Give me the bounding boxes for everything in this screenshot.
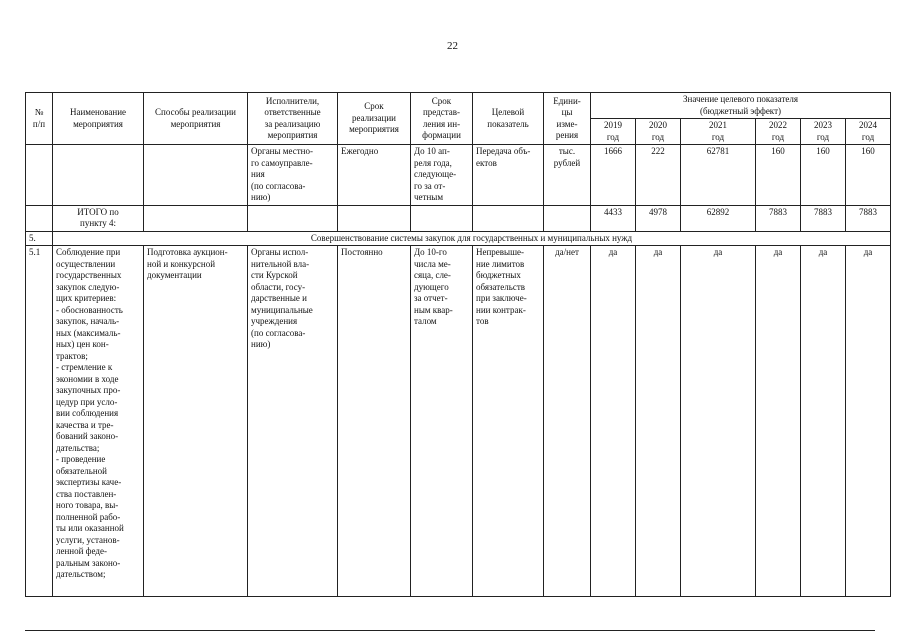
cell-report-term: До 10-го числа ме- сяца, сле- дующего за отчет- ным квар- талом (411, 246, 473, 597)
cell-term: Постоянно (338, 246, 411, 597)
total-value: 7883 (801, 205, 846, 231)
cell-value: да (801, 246, 846, 597)
cell-value: 160 (846, 145, 891, 206)
header-units: Едини- цы изме- рения (544, 93, 591, 145)
cell-report-term (411, 205, 473, 231)
cell-target (473, 205, 544, 231)
cell-report-term: До 10 ап- реля года, следующе- го за от- четным (411, 145, 473, 206)
cell-num: 5.1 (26, 246, 53, 597)
cell-units (544, 205, 591, 231)
cell-num (26, 145, 53, 206)
header-name: Наименование мероприятия (53, 93, 144, 145)
total-value: 7883 (846, 205, 891, 231)
table-row (26, 145, 891, 206)
page-number: 22 (447, 40, 458, 52)
cell-value: да (681, 246, 756, 597)
cell-value: да (756, 246, 801, 597)
header-year: 2023 год (801, 119, 846, 145)
total-label: ИТОГО по пункту 4: (53, 205, 144, 231)
measures-table (25, 92, 891, 597)
cell-executors (248, 205, 338, 231)
cell-value: да (636, 246, 681, 597)
section-title: Совершенствование системы закупок для государственных и муниципальных нужд (53, 231, 891, 246)
cell-value: 62781 (681, 145, 756, 206)
cell-methods (144, 205, 248, 231)
cell-executors: Органы испол- нительной вла- сти Курской области, госу- дарственные и муниципальные учреждения (по согласова- нию) (248, 246, 338, 597)
section-number: 5. (26, 231, 53, 246)
header-year: 2020 год (636, 119, 681, 145)
header-report-term: Срок представ- ления ин- формации (411, 93, 473, 145)
header-value-group: Значение целевого показателя (бюджетный эффект) (591, 93, 891, 119)
cell-value: 1666 (591, 145, 636, 206)
section-row (26, 231, 891, 246)
header-num: № п/п (26, 93, 53, 145)
cell-target: Непревыше- ние лимитов бюджетных обязательств при заключе- нии контрак- тов (473, 246, 544, 597)
cell-target: Передача объ- ектов (473, 145, 544, 206)
cell-name (53, 145, 144, 206)
cell-value: 160 (801, 145, 846, 206)
cell-term (338, 205, 411, 231)
cell-name: Соблюдение при осуществлении государственных закупок следую- щих критериев: - обоснованность закупок, началь- ных (максималь- ных) цен кон- трактов; - стремление к экономии в ходе закупочных про- цедур при усло- вии соблюдения качества и тре- бований законо- дательства; - проведение обязательной экспертизы каче- ства поставлен- ного товара, вы- полненной рабо- ты или оказанной услуги, установ- ленной феде- ральным законо- дательством; (53, 246, 144, 597)
cell-num (26, 205, 53, 231)
page-bottom-rule (25, 630, 875, 631)
cell-methods (144, 145, 248, 206)
cell-value: 222 (636, 145, 681, 206)
header-year: 2021 год (681, 119, 756, 145)
cell-term: Ежегодно (338, 145, 411, 206)
total-value: 4978 (636, 205, 681, 231)
total-value: 4433 (591, 205, 636, 231)
cell-value: да (591, 246, 636, 597)
cell-value: да (846, 246, 891, 597)
total-value: 7883 (756, 205, 801, 231)
header-year: 2022 год (756, 119, 801, 145)
header-methods: Способы реализации мероприятия (144, 93, 248, 145)
header-year: 2019 год (591, 119, 636, 145)
cell-executors: Органы местно- го самоуправле- ния (по согласова- нию) (248, 145, 338, 206)
header-year: 2024 год (846, 119, 891, 145)
cell-value: 160 (756, 145, 801, 206)
total-row (26, 205, 891, 231)
cell-units: да/нет (544, 246, 591, 597)
cell-units: тыс. рублей (544, 145, 591, 206)
header-term: Срок реализации мероприятия (338, 93, 411, 145)
total-value: 62892 (681, 205, 756, 231)
header-executors: Исполнители, ответственные за реализацию мероприятия (248, 93, 338, 145)
header-target: Целевой показатель (473, 93, 544, 145)
header-row (26, 93, 891, 119)
cell-methods: Подготовка аукцион- ной и конкурсной документации (144, 246, 248, 597)
table-row (26, 246, 891, 597)
